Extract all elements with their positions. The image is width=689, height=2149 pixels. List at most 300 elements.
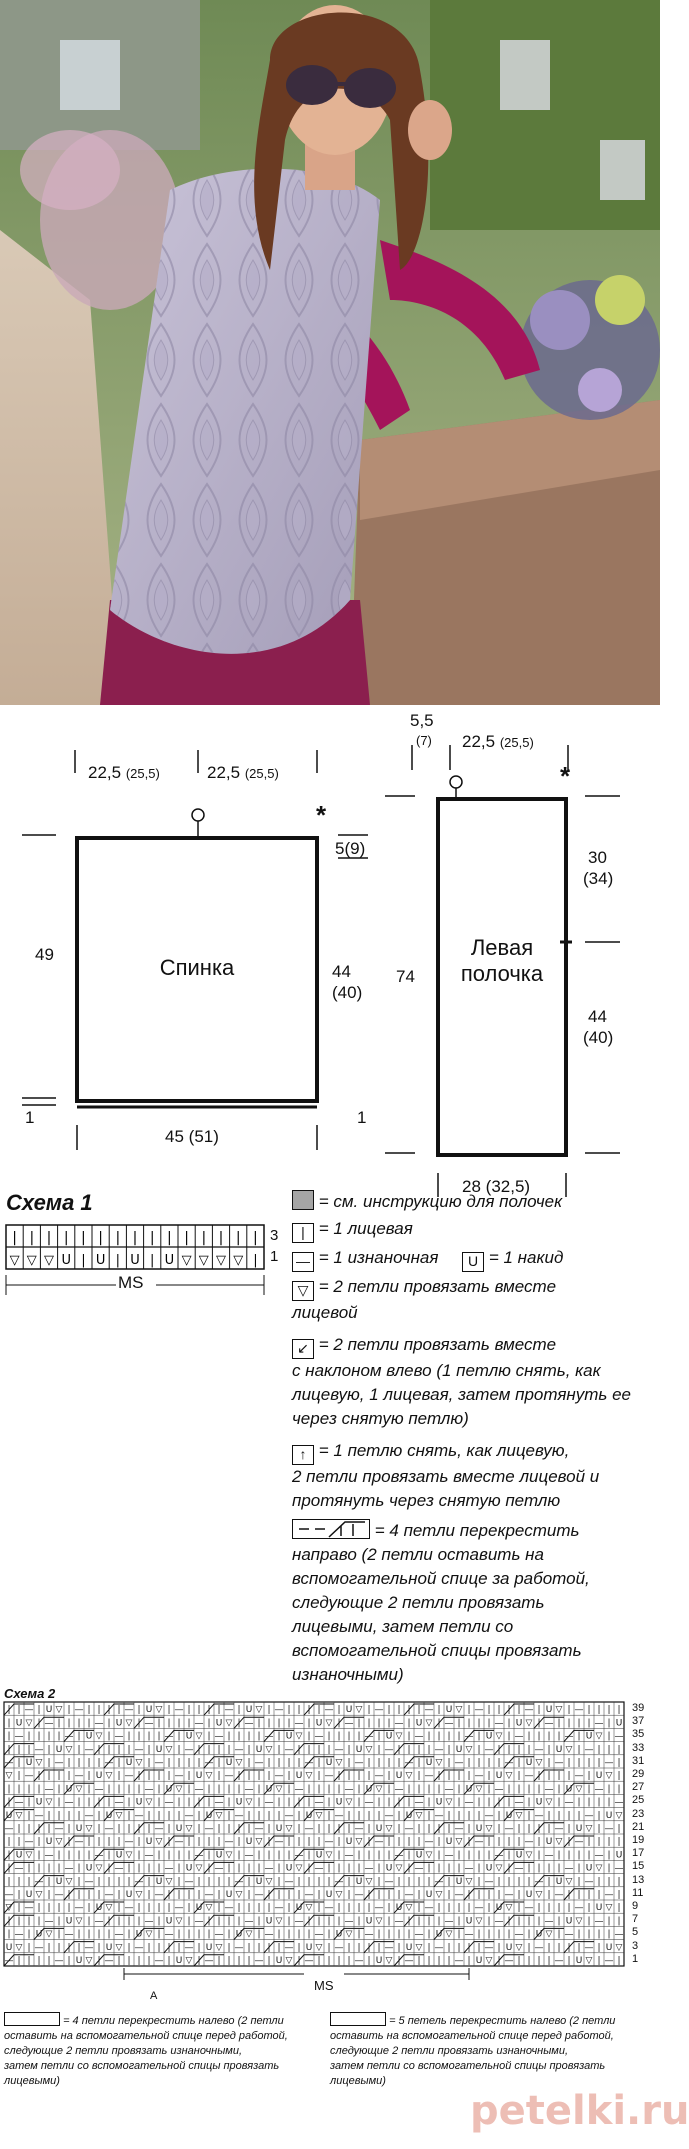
svg-text:|: | — [397, 1929, 401, 1940]
svg-text:U: U — [85, 1863, 93, 1874]
svg-text:|: | — [217, 1705, 221, 1716]
svg-text:|: | — [17, 1916, 21, 1927]
svg-text:▽: ▽ — [315, 1942, 323, 1953]
svg-text:|: | — [167, 1837, 171, 1848]
svg-text:|: | — [427, 1744, 431, 1755]
scheme1-ms-label: MS — [118, 1273, 144, 1292]
svg-text:—: — — [264, 1929, 274, 1940]
svg-text:|: | — [277, 1890, 281, 1900]
legend-ssk-2: с наклоном влево (1 петлю снять, как — [292, 1361, 601, 1380]
svg-text:|: | — [217, 1890, 221, 1900]
svg-text:|: | — [227, 1797, 231, 1808]
svg-text:U: U — [415, 1718, 423, 1729]
svg-text:—: — — [84, 1810, 94, 1821]
svg-text:|: | — [237, 1718, 241, 1729]
svg-text:|: | — [337, 1903, 341, 1914]
svg-text:U: U — [55, 1744, 63, 1755]
svg-text:|: | — [197, 1810, 201, 1821]
svg-text:|: | — [147, 1876, 151, 1887]
svg-text:|: | — [327, 1824, 331, 1834]
svg-text:U: U — [245, 1837, 253, 1848]
svg-text:▽: ▽ — [135, 1758, 143, 1768]
svg-text:|: | — [197, 1929, 201, 1940]
front-piece-label-line2: полочка — [460, 961, 544, 986]
svg-text:|: | — [217, 1837, 221, 1848]
svg-text:▽: ▽ — [545, 1929, 553, 1940]
svg-text:|: | — [37, 1784, 41, 1795]
svg-text:|: | — [537, 1824, 541, 1834]
svg-text:U: U — [75, 1956, 83, 1966]
svg-text:|: | — [537, 1837, 541, 1848]
svg-text:|: | — [327, 1810, 331, 1821]
svg-text:|: | — [227, 1784, 231, 1795]
svg-text:—: — — [184, 1810, 194, 1821]
svg-text:▽: ▽ — [455, 1837, 463, 1848]
svg-text:—: — — [614, 1863, 624, 1874]
svg-text:▽: ▽ — [325, 1718, 333, 1729]
svg-text:|: | — [197, 1956, 201, 1966]
svg-text:|: | — [47, 1810, 51, 1821]
svg-text:|: | — [357, 1863, 361, 1874]
svg-text:|: | — [577, 1718, 581, 1729]
svg-text:|: | — [253, 1253, 258, 1268]
svg-text:—: — — [104, 1956, 114, 1966]
scheme1-title: Схема 1 — [6, 1190, 93, 1215]
legend-cdd: ↑ = 1 петлю снять, как лицевую, — [292, 1439, 652, 1465]
svg-text:—: — — [434, 1942, 444, 1953]
svg-text:U: U — [35, 1797, 43, 1808]
svg-text:|: | — [397, 1705, 401, 1716]
svg-text:▽: ▽ — [605, 1903, 613, 1914]
svg-text:|: | — [527, 1942, 531, 1953]
svg-text:—: — — [234, 1942, 244, 1953]
svg-text:|: | — [81, 1230, 86, 1246]
svg-text:▽: ▽ — [65, 1744, 73, 1755]
svg-text:U: U — [525, 1890, 533, 1900]
svg-text:|: | — [587, 1850, 591, 1861]
svg-text:|: | — [287, 1837, 291, 1848]
svg-text:U: U — [425, 1758, 433, 1768]
svg-text:—: — — [414, 1929, 424, 1940]
svg-text:|: | — [377, 1890, 381, 1900]
svg-text:▽: ▽ — [315, 1810, 323, 1821]
svg-text:|: | — [577, 1758, 581, 1768]
svg-text:—: — — [574, 1771, 584, 1782]
asterisk-icon: * — [560, 761, 571, 791]
svg-text:|: | — [227, 1916, 231, 1927]
svg-text:|: | — [517, 1837, 521, 1848]
svg-text:▽: ▽ — [505, 1771, 513, 1782]
svg-text:|: | — [197, 1876, 201, 1887]
svg-text:|: | — [227, 1876, 231, 1887]
svg-text:|: | — [17, 1903, 21, 1914]
svg-text:|: | — [167, 1758, 171, 1768]
svg-text:|: | — [367, 1771, 371, 1782]
svg-text:U: U — [185, 1863, 193, 1874]
svg-text:|: | — [77, 1797, 81, 1808]
svg-text:▽: ▽ — [375, 1784, 383, 1795]
svg-text:▽: ▽ — [465, 1744, 473, 1755]
svg-text:|: | — [77, 1929, 81, 1940]
svg-text:U: U — [225, 1890, 233, 1900]
scheme2-row-number: 21 — [632, 1820, 645, 1833]
svg-text:|: | — [187, 1916, 191, 1927]
svg-text:|: | — [167, 1942, 171, 1953]
svg-text:U: U — [515, 1850, 523, 1861]
svg-text:—: — — [24, 1837, 34, 1848]
svg-text:▽: ▽ — [15, 1810, 23, 1821]
svg-text:—: — — [414, 1863, 424, 1874]
legend-cable-7: изнаночными) — [292, 1665, 404, 1684]
svg-text:U: U — [45, 1837, 53, 1848]
svg-text:U: U — [435, 1929, 443, 1940]
scheme2-note-left: = 4 петли перекрестить налево (2 петли оставить на вспомогательной спице перед работой, следующие 2 петли провязать изнаночными, затем петли со вспомогательной спицы провязать лицевыми) — [4, 2012, 319, 2089]
svg-text:|: | — [597, 1705, 601, 1716]
svg-text:|: | — [7, 1863, 11, 1874]
svg-text:▽: ▽ — [395, 1731, 403, 1742]
svg-text:|: | — [37, 1771, 41, 1782]
svg-text:U: U — [215, 1718, 223, 1729]
back-top-right-dim: 5(9) — [335, 839, 366, 858]
svg-text:|: | — [77, 1863, 81, 1874]
svg-text:—: — — [374, 1771, 384, 1782]
svg-text:|: | — [57, 1731, 61, 1742]
svg-text:▽: ▽ — [5, 1771, 13, 1782]
svg-text:|: | — [157, 1929, 161, 1940]
svg-text:—: — — [384, 1810, 394, 1821]
svg-text:U: U — [495, 1771, 503, 1782]
svg-text:▽: ▽ — [95, 1731, 103, 1742]
svg-text:▽: ▽ — [365, 1876, 373, 1887]
svg-text:|: | — [197, 1758, 201, 1768]
svg-text:U: U — [575, 1824, 583, 1834]
back-side-alt: (40) — [332, 983, 363, 1002]
svg-text:|: | — [27, 1731, 31, 1742]
svg-text:|: | — [537, 1718, 541, 1729]
svg-text:|: | — [597, 1824, 601, 1834]
svg-text:—: — — [374, 1903, 384, 1914]
svg-text:|: | — [427, 1797, 431, 1808]
svg-text:—: — — [14, 1797, 24, 1808]
scheme2-row-number: 19 — [632, 1834, 645, 1846]
svg-text:|: | — [257, 1797, 261, 1808]
svg-text:|: | — [437, 1771, 441, 1782]
svg-text:|: | — [207, 1929, 211, 1940]
svg-text:|: | — [407, 1929, 411, 1940]
svg-text:|: | — [27, 1956, 31, 1966]
svg-text:—: — — [44, 1850, 54, 1861]
svg-text:|: | — [437, 1705, 441, 1716]
svg-text:|: | — [157, 1863, 161, 1874]
svg-text:|: | — [337, 1863, 341, 1874]
svg-text:|: | — [597, 1837, 601, 1848]
svg-text:|: | — [397, 1876, 401, 1887]
ssk-icon: ↙ — [292, 1339, 314, 1359]
svg-text:|: | — [307, 1916, 311, 1927]
svg-text:|: | — [357, 1771, 361, 1782]
svg-text:▽: ▽ — [345, 1797, 353, 1808]
svg-text:|: | — [277, 1863, 281, 1874]
svg-text:|: | — [377, 1744, 381, 1755]
svg-text:—: — — [464, 1863, 474, 1874]
svg-text:—: — — [504, 1890, 514, 1900]
svg-text:—: — — [354, 1956, 364, 1966]
svg-text:|: | — [67, 1810, 71, 1821]
back-piece-outline — [0, 705, 330, 1165]
svg-text:|: | — [277, 1797, 281, 1808]
svg-text:—: — — [424, 1771, 434, 1782]
svg-text:|: | — [377, 1797, 381, 1808]
svg-text:|: | — [187, 1718, 191, 1729]
svg-text:|: | — [467, 1718, 471, 1729]
svg-text:U: U — [195, 1771, 203, 1782]
svg-text:|: | — [587, 1890, 591, 1900]
svg-text:|: | — [597, 1956, 601, 1966]
svg-text:—: — — [294, 1784, 304, 1795]
svg-text:—: — — [464, 1929, 474, 1940]
svg-text:|: | — [7, 1731, 11, 1742]
svg-text:—: — — [164, 1797, 174, 1808]
scheme2-row-number: 1 — [632, 1952, 639, 1965]
svg-text:|: | — [407, 1876, 411, 1887]
svg-text:|: | — [7, 1916, 11, 1927]
svg-text:|: | — [587, 1929, 591, 1940]
svg-text:▽: ▽ — [615, 1810, 623, 1821]
svg-text:|: | — [197, 1890, 201, 1900]
svg-text:—: — — [274, 1705, 284, 1716]
svg-text:U: U — [125, 1890, 133, 1900]
svg-text:—: — — [474, 1903, 484, 1914]
svg-text:U: U — [95, 1771, 103, 1782]
svg-text:|: | — [177, 1744, 181, 1755]
svg-text:|: | — [507, 1850, 511, 1861]
svg-text:|: | — [17, 1784, 21, 1795]
svg-text:▽: ▽ — [85, 1824, 93, 1834]
svg-text:▽: ▽ — [215, 1942, 223, 1953]
svg-text:|: | — [327, 1956, 331, 1966]
svg-text:|: | — [257, 1929, 261, 1940]
svg-text:|: | — [357, 1850, 361, 1861]
svg-text:|: | — [297, 1705, 301, 1716]
cable-left-4-icon — [4, 2012, 60, 2026]
svg-text:|: | — [557, 1810, 561, 1821]
svg-text:—: — — [534, 1810, 544, 1821]
svg-text:|: | — [137, 1705, 141, 1716]
svg-text:U: U — [175, 1824, 183, 1834]
svg-text:|: | — [150, 1253, 155, 1268]
svg-text:|: | — [507, 1876, 511, 1887]
svg-text:—: — — [224, 1837, 234, 1848]
svg-text:—: — — [184, 1876, 194, 1887]
svg-text:|: | — [577, 1890, 581, 1900]
scheme2-row-number: 35 — [632, 1728, 645, 1741]
svg-text:|: | — [7, 1718, 11, 1729]
svg-text:|: | — [417, 1876, 421, 1887]
svg-text:|: | — [127, 1863, 131, 1874]
svg-text:|: | — [417, 1956, 421, 1966]
svg-text:|: | — [147, 1824, 151, 1834]
svg-text:|: | — [557, 1784, 561, 1795]
svg-text:|: | — [177, 1876, 181, 1887]
svg-text:|: | — [557, 1942, 561, 1953]
svg-text:—: — — [114, 1797, 124, 1808]
svg-text:|: | — [184, 1230, 189, 1246]
svg-text:|: | — [537, 1705, 541, 1716]
legend-gray: = см. инструкцию для полочек — [292, 1190, 652, 1214]
svg-text:|: | — [47, 1731, 51, 1742]
svg-text:|: | — [267, 1837, 271, 1848]
svg-text:|: | — [157, 1916, 161, 1927]
svg-text:|: | — [37, 1863, 41, 1874]
svg-text:|: | — [567, 1718, 571, 1729]
svg-text:▽: ▽ — [255, 1837, 263, 1848]
svg-text:U: U — [375, 1824, 383, 1834]
svg-text:|: | — [7, 1744, 11, 1755]
svg-text:▽: ▽ — [525, 1850, 533, 1861]
svg-text:|: | — [247, 1903, 251, 1914]
svg-text:—: — — [214, 1797, 224, 1808]
svg-text:U: U — [595, 1771, 603, 1782]
svg-text:|: | — [407, 1797, 411, 1808]
svg-text:|: | — [387, 1890, 391, 1900]
svg-text:|: | — [67, 1890, 71, 1900]
svg-text:U: U — [305, 1810, 313, 1821]
svg-text:U: U — [405, 1942, 413, 1953]
svg-text:|: | — [477, 1758, 481, 1768]
svg-text:▽: ▽ — [235, 1758, 243, 1768]
svg-text:|: | — [387, 1705, 391, 1716]
svg-text:|: | — [297, 1744, 301, 1755]
svg-text:▽: ▽ — [125, 1718, 133, 1729]
svg-text:|: | — [227, 1863, 231, 1874]
svg-text:|: | — [387, 1718, 391, 1729]
svg-text:▽: ▽ — [125, 1850, 133, 1861]
svg-text:▽: ▽ — [65, 1876, 73, 1887]
svg-text:|: | — [497, 1705, 501, 1716]
svg-text:|: | — [157, 1731, 161, 1742]
svg-text:|: | — [377, 1942, 381, 1953]
svg-text:▽: ▽ — [555, 1705, 563, 1716]
svg-text:|: | — [132, 1230, 138, 1246]
svg-text:U: U — [45, 1705, 53, 1716]
svg-text:|: | — [227, 1744, 231, 1755]
svg-text:|: | — [167, 1903, 171, 1914]
svg-text:|: | — [257, 1942, 261, 1953]
svg-text:—: — — [324, 1837, 334, 1848]
svg-text:|: | — [17, 1876, 21, 1887]
svg-text:|: | — [267, 1903, 271, 1914]
svg-text:|: | — [427, 1956, 431, 1966]
svg-text:|: | — [357, 1929, 361, 1940]
svg-text:|: | — [367, 1942, 371, 1953]
svg-text:|: | — [237, 1903, 241, 1914]
svg-text:—: — — [294, 1850, 304, 1861]
svg-text:|: | — [597, 1744, 601, 1755]
legend-cable-2: направо (2 петли оставить на — [292, 1545, 544, 1564]
svg-text:—: — — [234, 1810, 244, 1821]
svg-text:—: — — [44, 1784, 54, 1795]
svg-text:U: U — [485, 1863, 493, 1874]
svg-text:—: — — [474, 1705, 484, 1716]
svg-text:|: | — [267, 1758, 271, 1768]
svg-text:|: | — [137, 1850, 141, 1861]
svg-text:|: | — [397, 1956, 401, 1966]
svg-text:|: | — [147, 1731, 151, 1742]
svg-text:—: — — [364, 1797, 374, 1808]
svg-text:|: | — [337, 1824, 341, 1834]
svg-text:|: | — [397, 1810, 401, 1821]
svg-text:U: U — [85, 1731, 93, 1742]
svg-text:|: | — [537, 1731, 541, 1742]
svg-text:|: | — [527, 1797, 531, 1808]
svg-text:|: | — [117, 1705, 121, 1716]
svg-text:—: — — [514, 1731, 524, 1742]
svg-text:—: — — [4, 1890, 14, 1900]
svg-text:|: | — [157, 1810, 161, 1821]
svg-text:—: — — [354, 1758, 364, 1768]
svg-text:|: | — [597, 1758, 601, 1768]
scheme2-row-number: 7 — [632, 1913, 639, 1926]
svg-text:|: | — [127, 1784, 131, 1795]
svg-text:|: | — [97, 1837, 101, 1848]
svg-text:—: — — [134, 1942, 144, 1953]
svg-text:▽: ▽ — [75, 1916, 83, 1927]
svg-text:—: — — [104, 1758, 114, 1768]
svg-text:—: — — [34, 1942, 44, 1953]
svg-text:|: | — [147, 1890, 151, 1900]
svg-text:|: | — [317, 1916, 321, 1927]
svg-text:|: | — [247, 1876, 251, 1887]
svg-text:▽: ▽ — [495, 1731, 503, 1742]
svg-text:—: — — [614, 1929, 624, 1940]
svg-text:|: | — [617, 1903, 621, 1914]
svg-text:—: — — [184, 1942, 194, 1953]
svg-text:|: | — [537, 1863, 541, 1874]
svg-text:—: — — [124, 1705, 134, 1716]
svg-text:—: — — [424, 1903, 434, 1914]
svg-text:|: | — [407, 1744, 411, 1755]
svg-text:—: — — [314, 1929, 324, 1940]
svg-text:|: | — [7, 1837, 11, 1848]
svg-text:U: U — [35, 1929, 43, 1940]
svg-text:—: — — [274, 1903, 284, 1914]
legend-cable-3: вспомогательной спице за работой, — [292, 1569, 590, 1588]
svg-text:|: | — [267, 1890, 271, 1900]
svg-text:—: — — [364, 1863, 374, 1874]
svg-text:|: | — [597, 1890, 601, 1900]
svg-text:—: — — [94, 1718, 104, 1729]
svg-text:—: — — [94, 1784, 104, 1795]
svg-text:—: — — [574, 1903, 584, 1914]
svg-text:|: | — [277, 1744, 281, 1755]
svg-text:|: | — [317, 1890, 321, 1900]
svg-text:|: | — [537, 1784, 541, 1795]
svg-text:|: | — [237, 1731, 241, 1742]
svg-text:|: | — [357, 1718, 361, 1729]
svg-text:|: | — [27, 1916, 31, 1927]
svg-text:|: | — [57, 1863, 61, 1874]
svg-text:|: | — [507, 1718, 511, 1729]
svg-text:|: | — [587, 1784, 591, 1795]
svg-text:|: | — [177, 1797, 181, 1808]
svg-text:|: | — [107, 1705, 111, 1716]
svg-text:|: | — [67, 1903, 71, 1914]
svg-text:|: | — [67, 1837, 71, 1848]
svg-text:▽: ▽ — [235, 1890, 243, 1900]
svg-text:▽: ▽ — [55, 1837, 63, 1848]
svg-text:|: | — [337, 1850, 341, 1861]
svg-text:|: | — [447, 1810, 451, 1821]
